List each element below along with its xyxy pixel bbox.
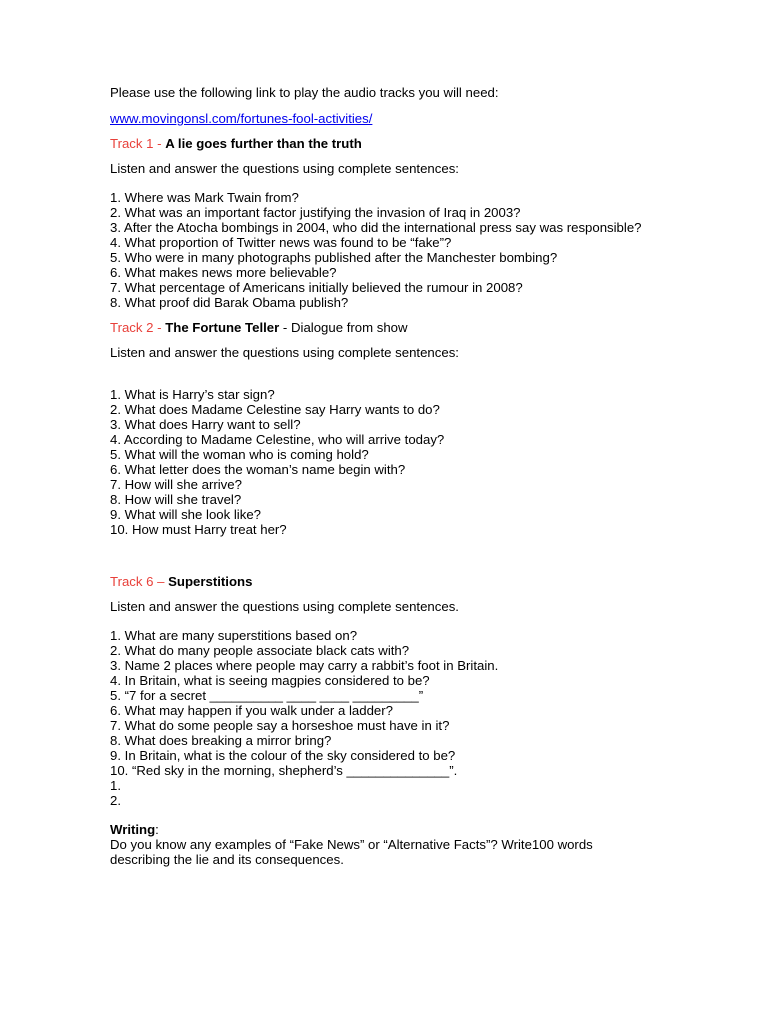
track1-instruction: Listen and answer the questions using complete sentences: xyxy=(110,161,459,176)
track1-label: Track 1 - xyxy=(110,136,166,151)
writing-label: Writing xyxy=(110,822,156,837)
track1-heading xyxy=(110,136,650,151)
question-item: 8. How will she travel? xyxy=(110,492,242,507)
question-item: 1. Where was Mark Twain from? xyxy=(110,190,299,205)
track6-question-list xyxy=(110,628,650,808)
question-item: 6. What letter does the woman’s name begin with? xyxy=(110,462,406,477)
question-item: 1. What are many superstitions based on? xyxy=(110,628,358,643)
question-item: 5. Who were in many photographs published after the Manchester bombing? xyxy=(110,250,558,265)
writing-colon: : xyxy=(155,822,159,837)
track2-question-list xyxy=(110,387,650,537)
question-item: 6. What makes news more believable? xyxy=(110,265,337,280)
question-item: 2. What do many people associate black cats with? xyxy=(110,643,410,658)
question-item: 7. What percentage of Americans initially believed the rumour in 2008? xyxy=(110,280,523,295)
question-item: 10. “Red sky in the morning, shepherd’s ______________”. xyxy=(110,763,458,778)
question-item: 6. What may happen if you walk under a ladder? xyxy=(110,703,393,718)
question-item: 10. How must Harry treat her? xyxy=(110,522,287,537)
question-item: 2. What was an important factor justifying the invasion of Iraq in 2003? xyxy=(110,205,521,220)
question-item: 7. What do some people say a horseshoe must have in it? xyxy=(110,718,450,733)
question-item: 3. After the Atocha bombings in 2004, who did the international press say was responsible? xyxy=(110,220,642,235)
audio-tracks-link[interactable]: www.movingonsl.com/fortunes-fool-activities/ xyxy=(110,111,373,126)
track2-title: The Fortune Teller xyxy=(165,320,280,335)
question-item: 4. According to Madame Celestine, who will arrive today? xyxy=(110,432,445,447)
question-item: 1. xyxy=(110,778,121,793)
track2-heading xyxy=(110,320,650,335)
question-item: 5. “7 for a secret __________ ____ ____ _________” xyxy=(110,688,424,703)
question-item: 8. What proof did Barak Obama publish? xyxy=(110,295,349,310)
track6-title: Superstitions xyxy=(168,574,253,589)
track2-instruction: Listen and answer the questions using complete sentences: xyxy=(110,345,459,360)
question-item: 9. In Britain, what is the colour of the sky considered to be? xyxy=(110,748,456,763)
question-item: 2. xyxy=(110,793,121,808)
worksheet-page xyxy=(110,85,650,867)
track1-question-list xyxy=(110,190,650,310)
question-item: 1. What is Harry’s star sign? xyxy=(110,387,275,402)
question-item: 2. What does Madame Celestine say Harry wants to do? xyxy=(110,402,440,417)
track6-heading xyxy=(110,574,650,589)
writing-heading xyxy=(110,822,650,837)
track2-label: Track 2 - xyxy=(110,320,166,335)
question-item: 8. What does breaking a mirror bring? xyxy=(110,733,332,748)
track2-subtitle: - Dialogue from show xyxy=(279,320,408,335)
question-item: 9. What will she look like? xyxy=(110,507,261,522)
question-item: 4. What proportion of Twitter news was found to be “fake”? xyxy=(110,235,452,250)
question-item: 3. What does Harry want to sell? xyxy=(110,417,301,432)
question-item: 5. What will the woman who is coming hold? xyxy=(110,447,369,462)
question-item: 4. In Britain, what is seeing magpies considered to be? xyxy=(110,673,430,688)
track6-instruction: Listen and answer the questions using complete sentences. xyxy=(110,599,459,614)
track1-title: A lie goes further than the truth xyxy=(165,136,362,151)
question-item: 3. Name 2 places where people may carry a rabbit’s foot in Britain. xyxy=(110,658,499,673)
track6-label: Track 6 – xyxy=(110,574,169,589)
writing-prompt: Do you know any examples of “Fake News” or “Alternative Facts”? Write100 words describing the lie and its consequences. xyxy=(110,837,593,867)
question-item: 7. How will she arrive? xyxy=(110,477,242,492)
intro-text: Please use the following link to play the audio tracks you will need: xyxy=(110,85,499,100)
